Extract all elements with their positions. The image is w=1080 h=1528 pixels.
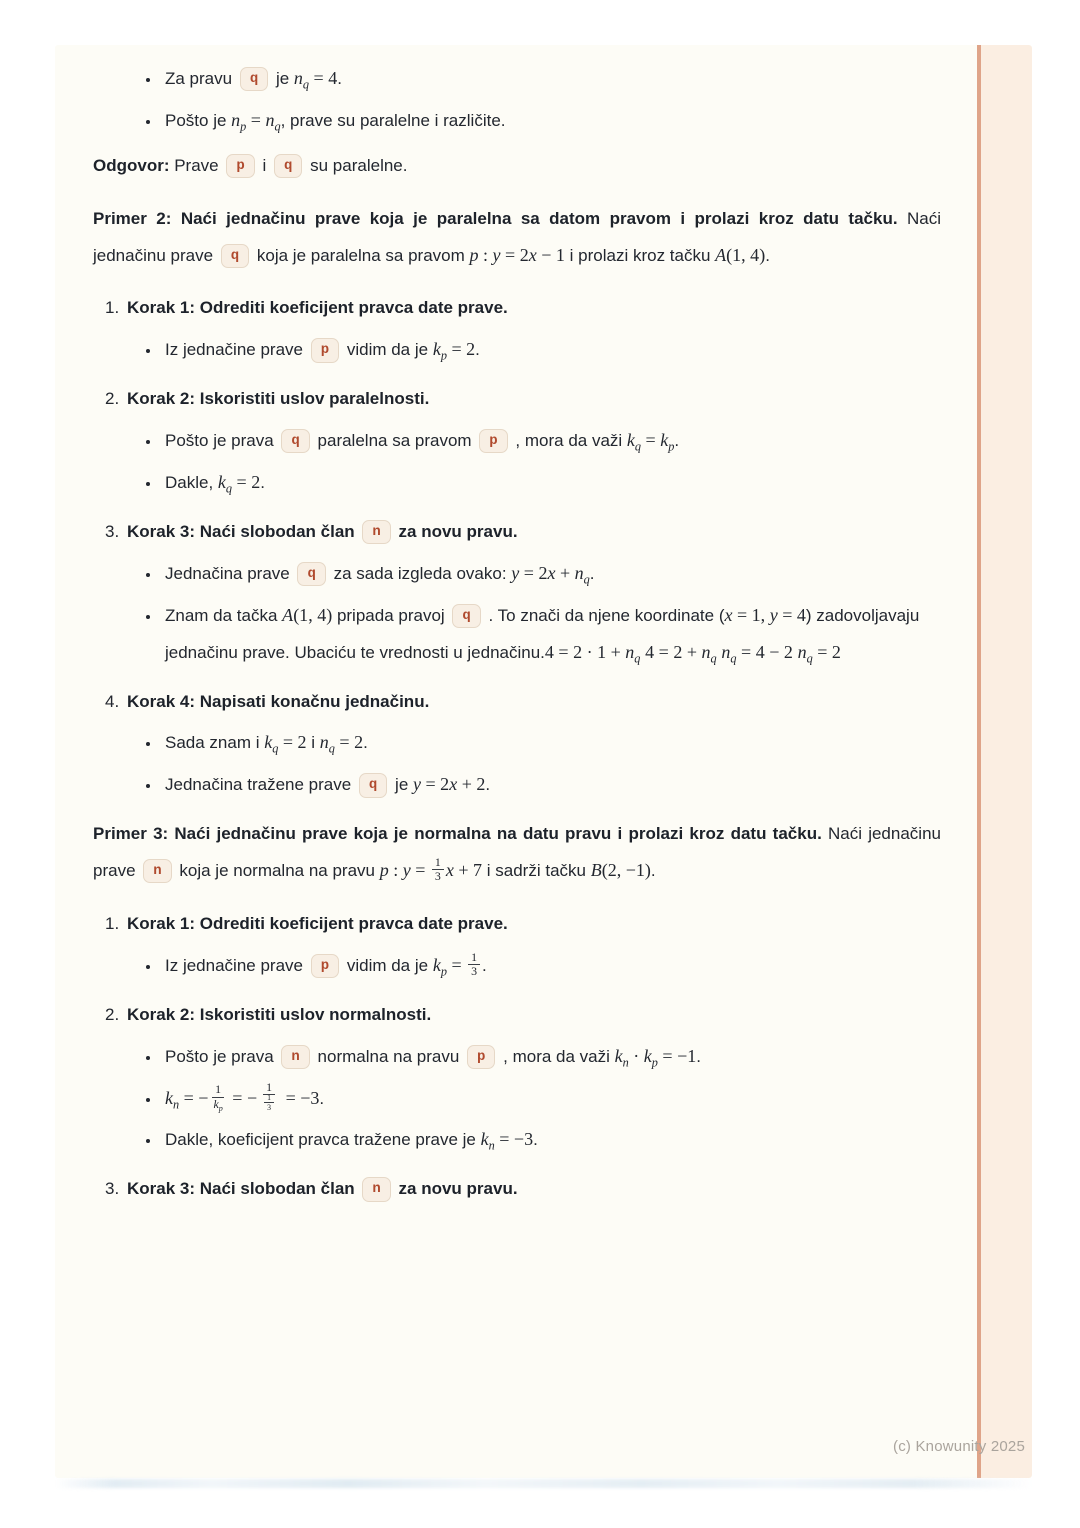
list-item: • Dakle, $k_q = 2$. (161, 464, 941, 501)
step-title: Korak 1: Odrediti koeficijent pravca date prave. (127, 913, 508, 933)
fraction: $\frac{1}{3}$ (432, 856, 444, 884)
step-heading (93, 685, 941, 720)
code-badge-p: p (467, 1045, 495, 1069)
step-title: Korak 3: Naći slobodan član n za novu pravu. (127, 1179, 518, 1198)
bullet-list (93, 555, 941, 671)
code-badge-p: p (311, 954, 339, 978)
step-heading (93, 382, 941, 417)
step-heading (93, 291, 941, 326)
accent-strip (981, 45, 1032, 1478)
list-item: • Dakle, koeficijent pravca tražene prave je $k_n = -3$. (161, 1121, 941, 1158)
math-expression: p : y = 2x − 1 (469, 244, 565, 265)
math-expression: $n_q = 4$ (293, 68, 338, 92)
math-expression: A(1, 4) (282, 604, 333, 625)
step-number: 3. (105, 521, 120, 541)
step-heading (93, 907, 941, 942)
math-expression: $k_q = 2$ (217, 471, 261, 496)
list-item: • Pošto je prava q paralelna sa pravom p , mora da važi $k_q = k_p$. (161, 422, 941, 459)
math-expression: $n_q = 4 - 2$ (721, 641, 793, 665)
math-expression: B(2, −1) (590, 860, 651, 881)
list-item: • Pošto je $n_p = n_q$, prave su paralelne i različite. (161, 102, 941, 139)
watermark: (c) Knowunity 2025 (893, 1438, 1026, 1455)
bold-text: Primer 2: Naći jednačinu prave koja je paralelna sa datom pravom i prolazi kroz datu tačku. (93, 208, 898, 228)
code-badge-n: n (281, 1045, 309, 1069)
fraction: $\frac{1}{k_p}$ (213, 1082, 223, 1113)
code-badge-q: q (274, 154, 302, 178)
code-badge-n: n (362, 1177, 390, 1201)
step-number: 2. (105, 1004, 120, 1024)
bullet-list (93, 724, 941, 803)
paragraph: Odgovor: Prave p i q su paralelne. (93, 149, 941, 184)
step-number: 3. (105, 1179, 120, 1199)
math-expression: $4 = 2 + n_q$ (645, 641, 717, 665)
step-title: Korak 1: Odrediti koeficijent pravca date prave. (127, 298, 508, 318)
code-badge-q: q (359, 773, 387, 797)
document-content (93, 55, 941, 1221)
math-expression: $k_q = 2$ (264, 732, 307, 756)
code-badge-p: p (311, 338, 339, 362)
math-expression: $n_q = 2$ (319, 732, 364, 756)
bold-text: Odgovor: (93, 155, 170, 175)
code-badge-q: q (297, 562, 325, 586)
next-page-preview (55, 1479, 1032, 1488)
step-heading (93, 998, 941, 1033)
bullet-list (93, 331, 941, 368)
step-number: 1. (105, 913, 120, 933)
bullet-list (93, 1038, 941, 1159)
list-item: • Za pravu q je $n_q = 4$. (161, 60, 941, 97)
step-number: 2. (105, 389, 120, 409)
step-number: 4. (105, 691, 120, 711)
list-item: • Znam da tačka A(1, 4) pripada pravoj q . To znači da njene koordinate (x = 1, y = 4) zadovoljavaju jednačinu prave. Ubaciću te vrednosti u jednačinu.4 = $2 \cdot 1 + n_q$ $4 = 2 + n_q$ $n_q = 4 - 2$ $n_q = 2$ (161, 597, 941, 671)
step-heading (93, 515, 941, 550)
bold-text: Primer 3: Naći jednačinu prave koja je normalna na datu pravu i prolazi kroz datu tačku. (93, 824, 822, 844)
step-heading (93, 1172, 941, 1207)
bullet-list (93, 947, 941, 984)
code-badge-n: n (362, 520, 390, 544)
step (93, 685, 941, 804)
fraction: $\frac{1}{3}$ (468, 951, 480, 979)
math-expression: $k_n \cdot k_p = -1$ (614, 1045, 697, 1069)
code-badge-q: q (281, 429, 309, 453)
code-badge-p: p (479, 429, 507, 453)
bullet-list (93, 60, 941, 139)
step (93, 998, 941, 1159)
step-title: Korak 3: Naći slobodan član n za novu pravu. (127, 522, 518, 541)
paragraph: Primer 2: Naći jednačinu prave koja je paralelna sa datom pravom i prolazi kroz datu tačku. Naći jednačinu prave q koja je paralelna sa pravom p : y = 2x − 1 i prolazi kroz tačku A(1, 4). (93, 202, 941, 274)
math-expression: $k_q = k_p$ (626, 430, 675, 454)
list-item: • Sada znam i $k_q = 2$ i $n_q = 2$. (161, 724, 941, 761)
math-expression: $k_n$ = − $\frac{1}{k_p}$ = − $\frac{1}{\frac{1}{3}}$ = −3 (165, 1079, 320, 1113)
math-expression: $k_p$ = $\frac{1}{3}$ (433, 955, 482, 975)
paragraph: Primer 3: Naći jednačinu prave koja je normalna na datu pravu i prolazi kroz datu tačku. Naći jednačinu prave n koja je normalna na pravu p : y = $\frac{1}{3}$ x + 7 i sadrži tačku B(2, −1). (93, 824, 941, 884)
step (93, 291, 941, 368)
math-expression: $k_p = 2$ (432, 339, 476, 363)
math-expression: $y = 2x + n_q$ (511, 562, 590, 587)
math-expression: $k_n = -3$ (480, 1129, 534, 1153)
step-title: Korak 4: Napisati konačnu jednačinu. (127, 691, 430, 711)
math-expression: p : y = $\frac{1}{3}$ x + 7 (379, 854, 483, 884)
step (93, 515, 941, 671)
list-item: • Iz jednačine prave p vidim da je $k_p$ = $\frac{1}{3}$ . (161, 947, 941, 984)
fraction: $\frac{1}{\frac{1}{3}}$ (259, 1081, 279, 1115)
step-title: Korak 2: Iskoristiti uslov paralelnosti. (127, 389, 430, 409)
code-badge-p: p (226, 154, 254, 178)
step-number: 1. (105, 298, 120, 318)
fraction: $\frac{1}{3}$ (264, 1093, 274, 1112)
code-badge-q: q (221, 244, 249, 268)
list-item: • $k_n$ = − $\frac{1}{k_p}$ = − $\frac{1}{\frac{1}{3}}$ = −3. (161, 1080, 941, 1117)
math-expression: A(1, 4) (715, 244, 766, 265)
document-page (55, 45, 1032, 1478)
math-expression: $n_q = 2$ (797, 641, 841, 665)
step (93, 1172, 941, 1207)
step-title: Korak 2: Iskoristiti uslov normalnosti. (127, 1004, 432, 1024)
math-expression: $n_p = n_q$ (231, 109, 281, 134)
list-item: • Pošto je prava n normalna na pravu p , mora da važi $k_n \cdot k_p = -1$. (161, 1038, 941, 1075)
math-expression: $4 = 2 \cdot 1 + n_q$ (544, 641, 641, 665)
list-item: • Iz jednačine prave p vidim da je $k_p = 2$. (161, 331, 941, 368)
math-expression: y = 2x + 2 (413, 774, 486, 795)
code-badge-q: q (240, 67, 268, 91)
code-badge-q: q (452, 604, 480, 628)
list-item: • Jednačina tražene prave q je y = 2x + 2. (161, 766, 941, 803)
code-badge-n: n (143, 859, 171, 883)
step (93, 907, 941, 984)
list-item: • Jednačina prave q za sada izgleda ovako: $y = 2x + n_q$. (161, 555, 941, 592)
bullet-list (93, 422, 941, 501)
step (93, 382, 941, 501)
math-expression: x = 1, y = 4 (724, 604, 806, 625)
